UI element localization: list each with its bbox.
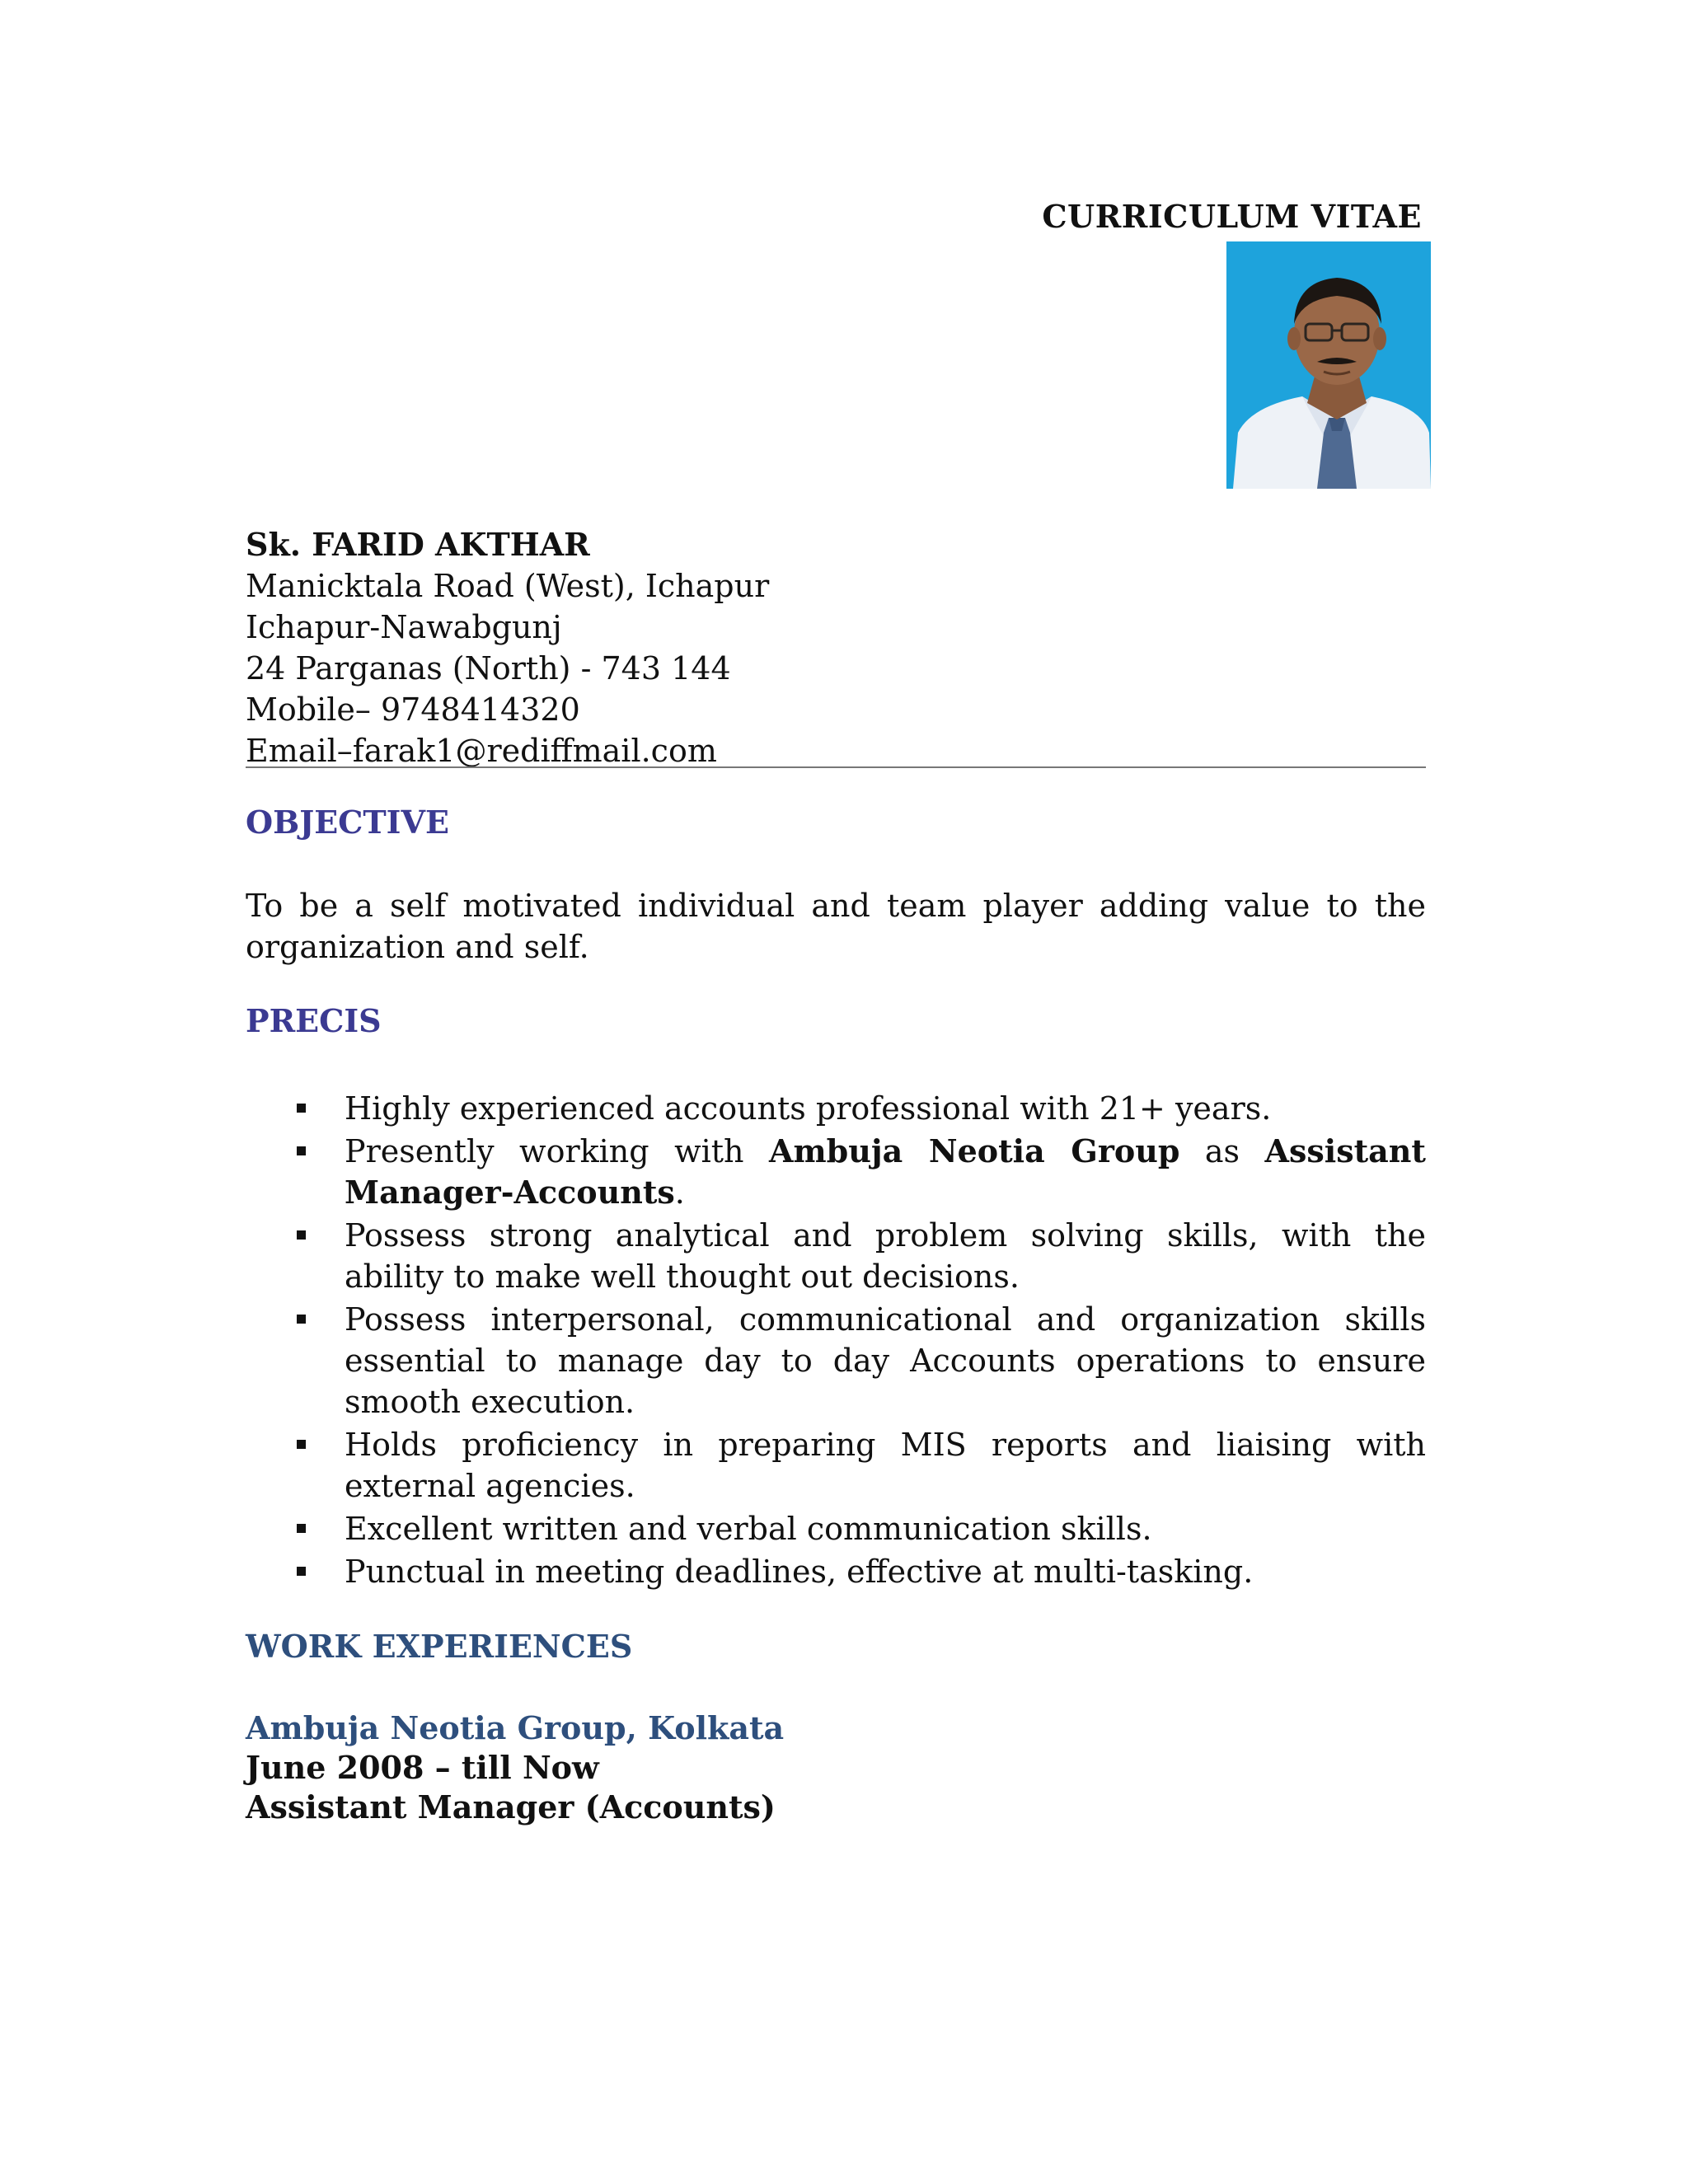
precis-item-2-role: Assistant Manager-Accounts — [345, 1132, 1426, 1211]
bullet-icon — [297, 1440, 306, 1449]
address-line-3: 24 Parganas (North) - 743 144 — [246, 650, 731, 687]
precis-heading: PRECIS — [246, 1002, 382, 1039]
precis-item-5: Holds proficiency in preparing MIS reports and liaising with external agencies. — [345, 1427, 1426, 1504]
objective-line-2: organization and self. — [246, 929, 589, 965]
objective-text — [246, 885, 1426, 968]
list-item — [246, 1088, 1426, 1129]
precis-item-7: Punctual in meeting deadlines, effective at multi-tasking. — [345, 1554, 1254, 1590]
list-item — [246, 1131, 1426, 1213]
contact-divider — [246, 766, 1426, 768]
address-line-2: Ichapur-Nawabgunj — [246, 609, 562, 645]
precis-item-1: Highly experienced accounts professional with 21+ years. — [345, 1090, 1272, 1127]
objective-heading: OBJECTIVE — [246, 804, 449, 841]
precis-item-4: Possess interpersonal, communicational and organization skills essential to manage day to day Accounts operations to ensure smooth execution. — [345, 1301, 1426, 1420]
list-item — [246, 1551, 1426, 1592]
objective-line-1: To be a self motivated individual and team player adding value to the — [246, 888, 1426, 924]
contact-block — [246, 524, 1426, 771]
bullet-icon — [297, 1104, 306, 1113]
list-item — [246, 1215, 1426, 1297]
bullet-icon — [297, 1567, 306, 1576]
bullet-icon — [297, 1315, 306, 1324]
list-item — [246, 1508, 1426, 1549]
precis-item-3: Possess strong analytical and problem solving skills, with the ability to make well thought out decisions. — [345, 1217, 1426, 1295]
address-line-1: Manicktala Road (West), Ichapur — [246, 568, 770, 604]
precis-item-2-suffix: . — [674, 1174, 685, 1211]
list-item — [246, 1299, 1426, 1422]
mobile-number: Mobile– 9748414320 — [246, 691, 580, 728]
bullet-icon — [297, 1524, 306, 1533]
profile-photo — [1226, 241, 1447, 489]
candidate-name: Sk. FARID AKTHAR — [246, 526, 590, 563]
job-title: Assistant Manager (Accounts) — [246, 1788, 776, 1825]
list-item — [246, 1424, 1426, 1507]
document-title: CURRICULUM VITAE — [1042, 198, 1422, 235]
bullet-icon — [297, 1146, 306, 1155]
precis-item-2-prefix: Presently working with — [345, 1133, 769, 1169]
precis-list — [246, 1088, 1426, 1594]
bullet-icon — [297, 1230, 306, 1240]
work-experience-heading: WORK EXPERIENCES — [246, 1628, 633, 1665]
employer-name: Ambuja Neotia Group, Kolkata — [246, 1709, 785, 1746]
precis-item-2-company: Ambuja Neotia Group — [768, 1132, 1180, 1169]
precis-item-2-middle: as — [1179, 1133, 1265, 1169]
precis-item-6: Excellent written and verbal communication skills. — [345, 1511, 1152, 1547]
employment-period: June 2008 – till Now — [246, 1749, 599, 1786]
email-address: Email–farak1@rediffmail.com — [246, 733, 717, 769]
